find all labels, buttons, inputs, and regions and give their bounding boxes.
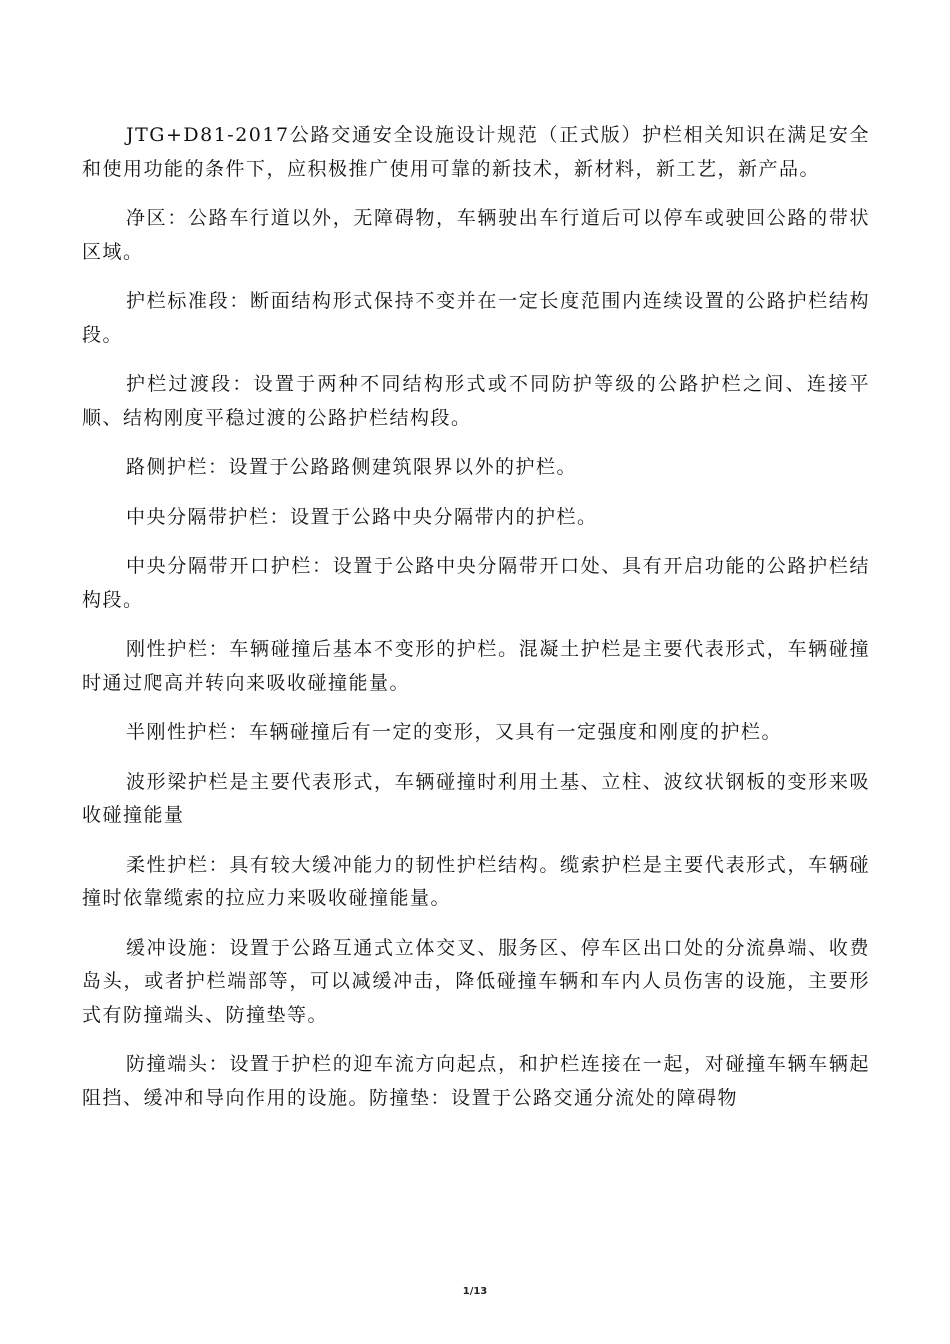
- document-body: [82, 119, 870, 1131]
- paragraph-rigid-barrier: 刚性护栏：车辆碰撞后基本不变形的护栏。混凝土护栏是主要代表形式，车辆碰撞时通过爬高并转向来吸收碰撞能量。: [82, 638, 870, 694]
- paragraph-median-opening-barrier: 中央分隔带开口护栏：设置于公路中央分隔带开口处、具有开启功能的公路护栏结构段。: [82, 555, 870, 611]
- paragraph-intro: JTG+D81-2017公路交通安全设施设计规范（正式版）护栏相关知识在满足安全和使用功能的条件下，应积极推广使用可靠的新技术，新材料，新工艺，新产品。: [82, 124, 870, 180]
- paragraph-flexible-barrier: 柔性护栏：具有较大缓冲能力的韧性护栏结构。缆索护栏是主要代表形式，车辆碰撞时依靠缆索的拉应力来吸收碰撞能量。: [82, 853, 870, 909]
- paragraph-roadside-barrier: 路侧护栏：设置于公路路侧建筑限界以外的护栏。: [126, 456, 578, 478]
- paragraph-end-terminal: 防撞端头：设置于护栏的迎车流方向起点，和护栏连接在一起，对碰撞车辆车辆起阻挡、缓冲和导向作用的设施。防撞垫：设置于公路交通分流处的障碍物: [82, 1053, 870, 1109]
- paragraph-crash-cushion-facilities: 缓冲设施：设置于公路互通式立体交叉、服务区、停车区出口处的分流鼻端、收费岛头，或者护栏端部等，可以减缓冲击，降低碰撞车辆和车内人员伤害的设施，主要形式有防撞端头、防撞垫等。: [82, 936, 870, 1026]
- page-number: 1/13: [462, 1286, 488, 1297]
- paragraph-clear-zone: 净区：公路车行道以外，无障碍物，车辆驶出车行道后可以停车或驶回公路的带状区域。: [82, 207, 870, 263]
- paragraph-w-beam-barrier: 波形梁护栏是主要代表形式，车辆碰撞时利用土基、立柱、波纹状钢板的变形来吸收碰撞能量: [82, 770, 870, 826]
- paragraph-transition-section: 护栏过渡段：设置于两种不同结构形式或不同防护等级的公路护栏之间、连接平顺、结构刚度平稳过渡的公路护栏结构段。: [82, 373, 870, 429]
- paragraph-semi-rigid-barrier: 半刚性护栏：车辆碰撞后有一定的变形，又具有一定强度和刚度的护栏。: [126, 721, 783, 743]
- paragraph-standard-section: 护栏标准段：断面结构形式保持不变并在一定长度范围内连续设置的公路护栏结构段。: [82, 290, 870, 346]
- paragraph-median-barrier: 中央分隔带护栏：设置于公路中央分隔带内的护栏。: [126, 505, 598, 528]
